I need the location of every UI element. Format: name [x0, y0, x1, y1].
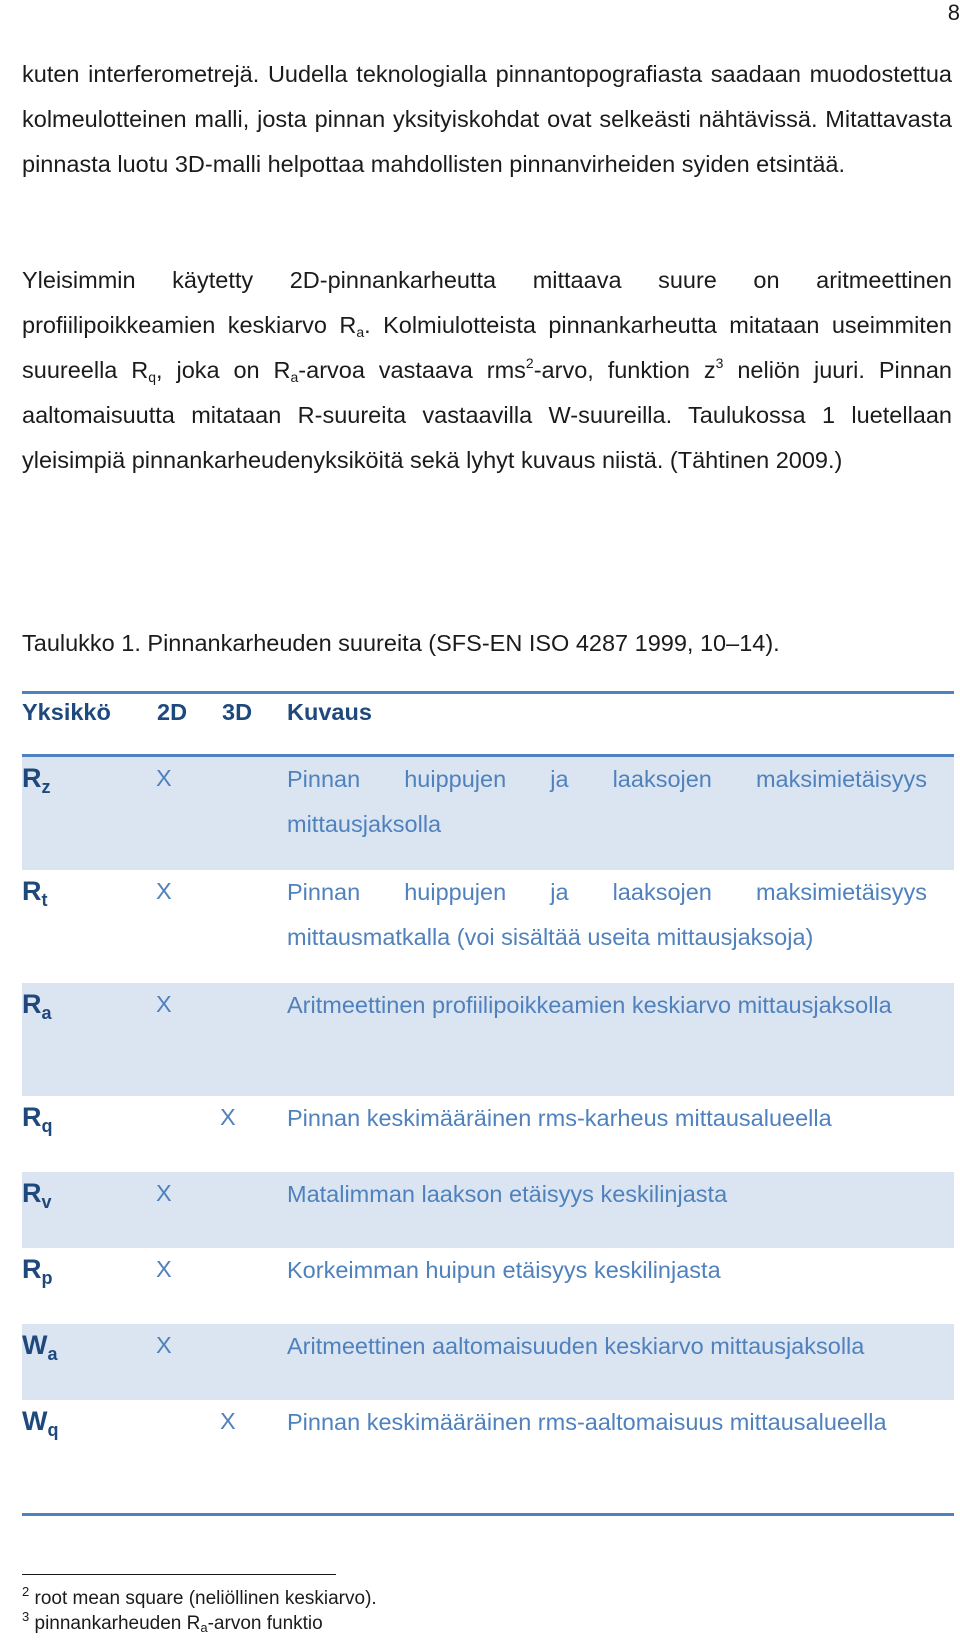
table-row — [22, 870, 954, 983]
header-unit: Yksikkö — [22, 699, 111, 725]
description-cell: Aritmeettinen profiilipoikkeamien keskiarvo mittausjaksolla — [287, 992, 892, 1018]
description-cell: Pinnan huippujen ja laaksojen maksimietäisyys mittausjaksolla — [287, 766, 927, 837]
mark-3d: X — [220, 1104, 236, 1130]
description-cell: Pinnan huippujen ja laaksojen maksimietäisyys mittausmatkalla (voi sisältää useita mittausjaksoja) — [287, 879, 927, 950]
table-header — [22, 694, 954, 757]
paragraph-1: kuten interferometrejä. Uudella teknologialla pinnantopografiasta saadaan muodostettua kolmeulotteinen malli, josta pinnan yksityiskohdat ovat selkeästi nähtävissä. Mitattavasta pinnasta luotu 3D-malli helpottaa mahdollisten pinnanvirheiden syiden etsintää. — [22, 61, 952, 177]
symbol-cell: $R_a$ — [22, 989, 52, 1023]
paragraph-2-part1: Yleisimmin käytetty 2D-pinnankarheutta mittaava suure on aritmeettinen profiilipoikkeamien keskiarvo R — [22, 267, 952, 338]
symbol-cell: $W_a$ — [22, 1330, 58, 1364]
paragraph-2-part5: -arvo, funktion z — [533, 357, 716, 383]
paragraph-2 — [22, 258, 952, 483]
symbol-cell: $R_v$ — [22, 1178, 52, 1212]
page-number: 8 — [947, 0, 960, 25]
table-row — [22, 1172, 954, 1248]
paragraph-2-part4: -arvoa vastaava rms — [298, 357, 526, 383]
mark-2d: X — [156, 1256, 172, 1282]
paragraph-2-part2: . Kolmiulotteista pinnankarheutta mitataan useimmiten suureella R — [22, 312, 952, 383]
footnote-separator — [22, 1574, 336, 1575]
paragraph-2-part3: , joka on R — [156, 357, 291, 383]
symbol-cell: $R_q$ — [22, 1102, 53, 1136]
mark-3d: X — [220, 1408, 236, 1434]
description-cell: Pinnan keskimääräinen rms-aaltomaisuus mittausalueella — [287, 1409, 887, 1435]
header-description: Kuvaus — [287, 699, 372, 725]
table-row — [22, 1096, 954, 1172]
roughness-table — [22, 691, 954, 1516]
footnote-2: $^2$ root mean square (neliöllinen keskiarvo). — [22, 1584, 377, 1609]
table-caption: Taulukko 1. Pinnankarheuden suureita (SFS-EN ISO 4287 1999, 10–14). — [22, 630, 780, 656]
paragraph-2-part6: neliön juuri. Pinnan aaltomaisuutta mitataan R-suureita vastaavilla W-suureilla. Taulukossa 1 luetellaan yleisimpiä pinnankarheudenyksiköitä sekä lyhyt kuvaus niistä. (Tähtinen 2009.) — [22, 357, 952, 473]
footnote-ref-2[interactable]: 2 — [525, 355, 534, 371]
mark-2d: X — [156, 1332, 172, 1358]
table-row — [22, 1324, 954, 1400]
description-cell: Matalimman laakson etäisyys keskilinjasta — [287, 1181, 728, 1207]
mark-2d: X — [156, 765, 172, 791]
mark-2d: X — [156, 878, 172, 904]
table-row — [22, 983, 954, 1096]
footnote-3: $^3$ pinnankarheuden $R_a$-arvon funktio — [22, 1609, 323, 1635]
subscript-q: q — [148, 369, 157, 385]
mark-2d: X — [156, 1180, 172, 1206]
mark-2d: X — [156, 991, 172, 1017]
description-cell: Korkeimman huipun etäisyys keskilinjasta — [287, 1257, 721, 1283]
symbol-cell: $W_q$ — [22, 1406, 59, 1440]
table-row — [22, 757, 954, 870]
table-row — [22, 1248, 954, 1324]
header-3d: 3D — [222, 699, 253, 725]
header-2d: 2D — [157, 699, 188, 725]
symbol-cell: $R_z$ — [22, 763, 51, 797]
description-cell: Aritmeettinen aaltomaisuuden keskiarvo mittausjaksolla — [287, 1333, 865, 1359]
subscript-a: a — [290, 369, 299, 385]
subscript-a: a — [356, 324, 365, 340]
description-cell: Pinnan keskimääräinen rms-karheus mittausalueella — [287, 1105, 832, 1131]
symbol-cell: $R_p$ — [22, 1254, 53, 1288]
symbol-cell: $R_t$ — [22, 876, 48, 910]
footnote-ref-3[interactable]: 3 — [715, 355, 724, 371]
table-row — [22, 1400, 954, 1513]
